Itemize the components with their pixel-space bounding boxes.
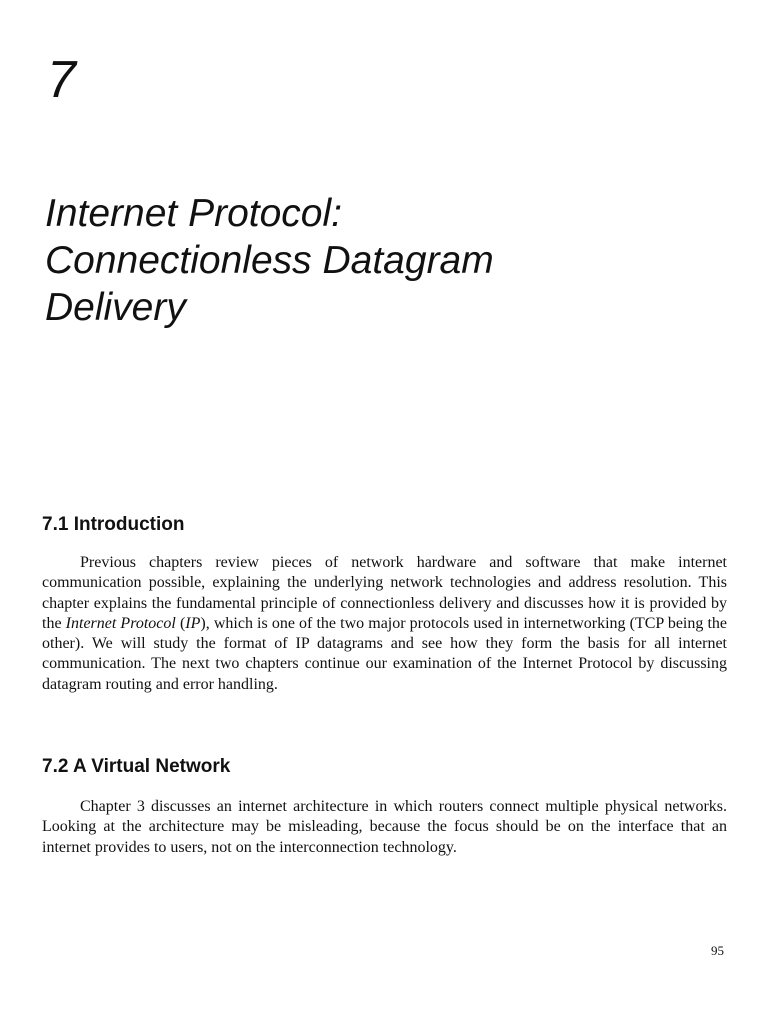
paragraph-text: Previous chapters review pieces of network hardware and software that make internet communication possible, explaining the underlying network technologies and address resolution. This chapter explains the fundamental principle of connectionless delivery and discusses how it is provided by the [42, 554, 727, 632]
chapter-title-line: Delivery [45, 286, 186, 329]
chapter-number: 7 [47, 51, 76, 109]
ip-abbreviation: IP [185, 614, 201, 632]
paragraph-text: ), which is one of the two major protocols used in internetworking (TCP being the other). We will study the format of IP datagrams and see how they form the basis for all internet communication. The next two chapters continue our examination of the Internet Protocol by discussing datagram routing and error handling. [42, 614, 728, 693]
introduction-paragraph [42, 553, 727, 695]
section-heading-introduction: 7.1 Introduction [42, 514, 185, 535]
page-number: 95 [711, 943, 724, 958]
internet-protocol-term: Internet Protocol [65, 614, 176, 632]
chapter-title-line: Connectionless Datagram [45, 239, 494, 282]
chapter-title [45, 190, 745, 331]
paragraph-text: ( [175, 614, 186, 632]
virtual-network-paragraph: Chapter 3 discusses an internet architecture in which routers connect multiple physical networks. Looking at the architecture may be misleading, because the focus should be on the interface that an internet provides to users, not on the interconnection technology. [42, 798, 727, 856]
section-heading-virtual-network: 7.2 A Virtual Network [42, 756, 231, 777]
chapter-title-line: Internet Protocol: [45, 192, 342, 235]
